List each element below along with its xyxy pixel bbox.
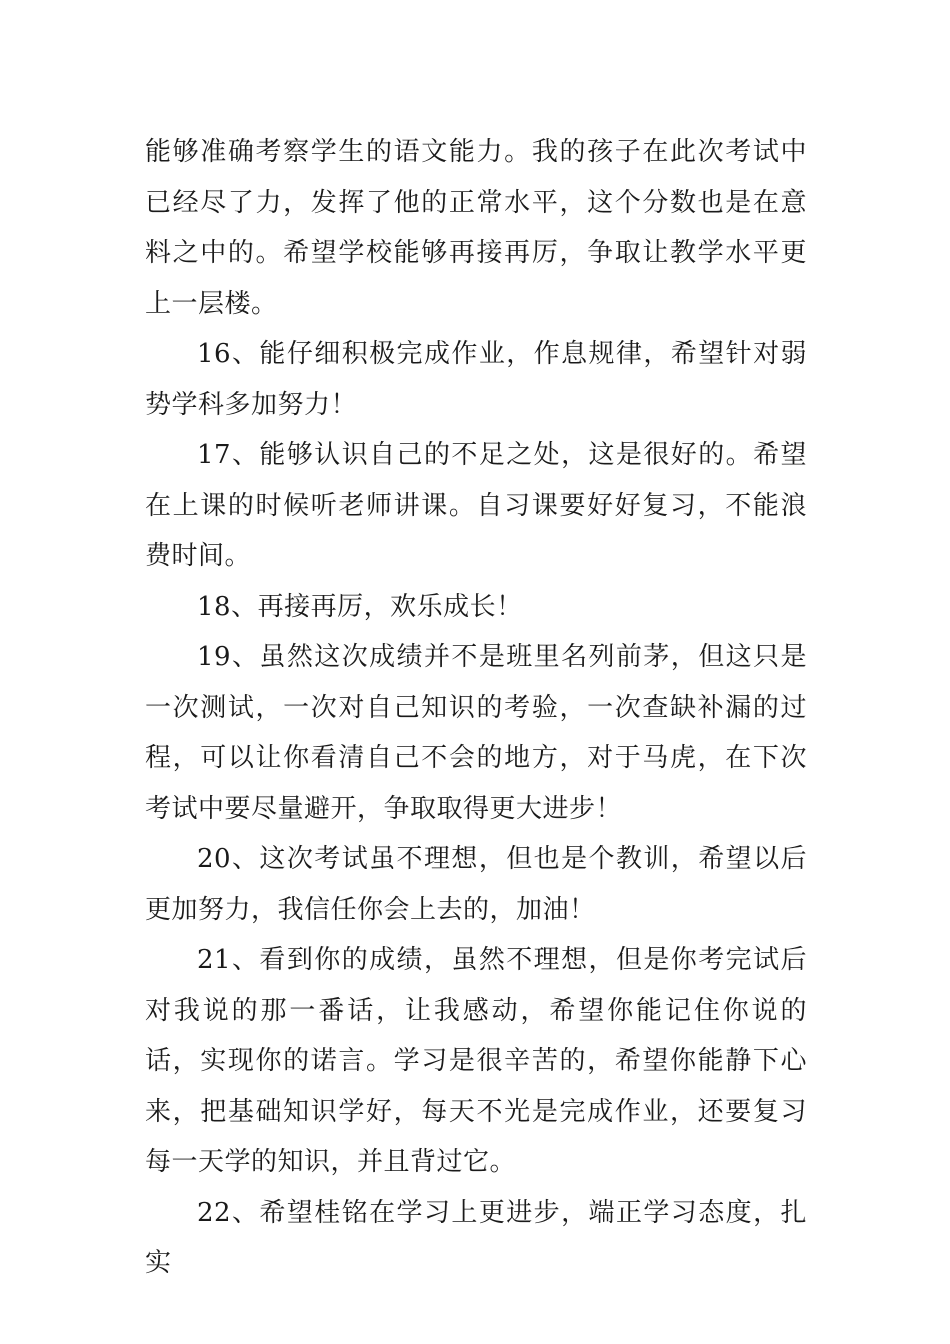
document-body: [145, 127, 807, 1289]
paragraph-continuation: 能够准确考察学生的语文能力。我的孩子在此次考试中已经尽了力，发挥了他的正常水平，这个分数也是在意料之中的。希望学校能够再接再厉，争取让教学水平更上一层楼。: [145, 137, 807, 319]
paragraph-item-19: 19、虽然这次成绩并不是班里名列前茅，但这只是一次测试，一次对自己知识的考验，一次查缺补漏的过程，可以让你看清自己不会的地方，对于马虎，在下次考试中要尽量避开，争取取得更大进步！: [145, 642, 807, 824]
paragraph-item-17: 17、能够认识自己的不足之处，这是很好的。希望在上课的时候听老师讲课。自习课要好好复习，不能浪费时间。: [145, 440, 807, 571]
paragraph-item-22: 22、希望桂铭在学习上更进步，端正学习态度，扎实: [145, 1197, 807, 1278]
paragraph-item-16: 16、能仔细积极完成作业，作息规律，希望针对弱势学科多加努力！: [145, 339, 807, 420]
paragraph-item-18: 18、再接再厉，欢乐成长！: [197, 591, 523, 622]
paragraph-item-20: 20、这次考试虽不理想，但也是个教训，希望以后更加努力，我信任你会上去的，加油！: [145, 844, 807, 925]
paragraph-item-21: 21、看到你的成绩，虽然不理想，但是你考完试后对我说的那一番话，让我感动，希望你能记住你说的话，实现你的诺言。学习是很辛苦的，希望你能静下心来，把基础知识学好，每天不光是完成作业，还要复习每一天学的知识，并且背过它。: [145, 945, 807, 1177]
